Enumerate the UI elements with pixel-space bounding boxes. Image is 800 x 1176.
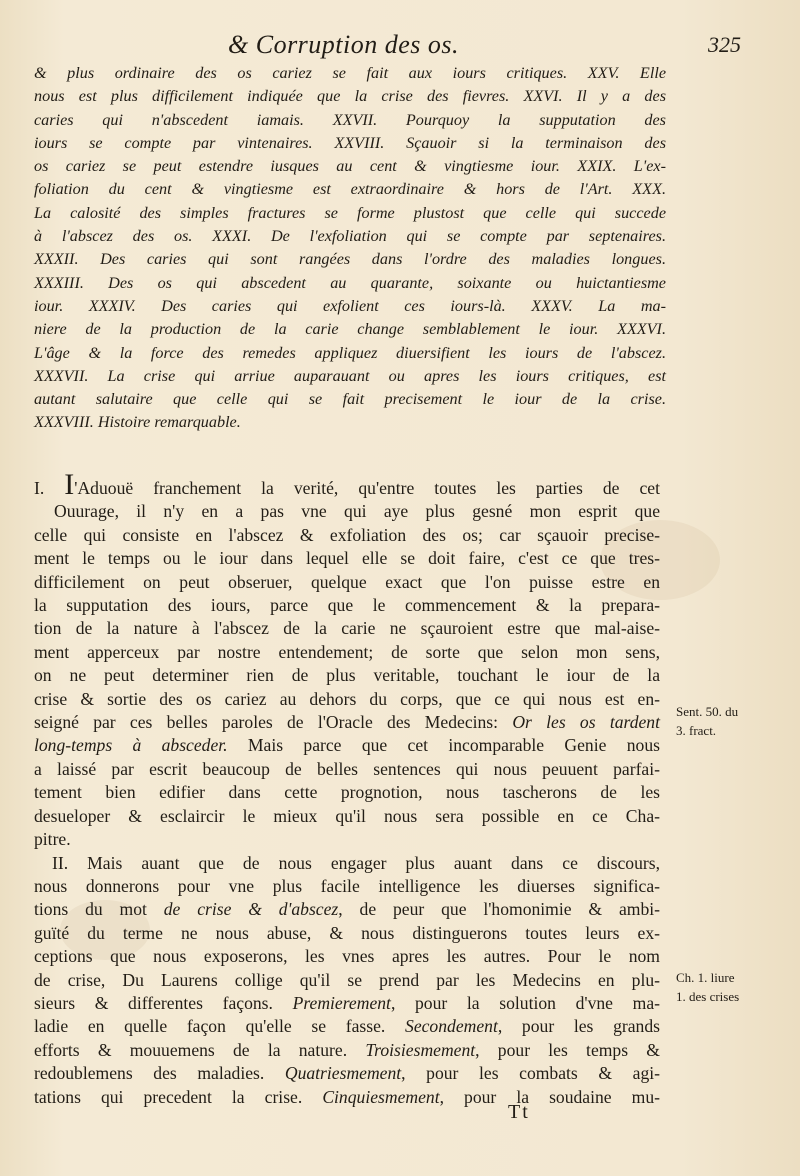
summary-line: os cariez se peut estendre iusques au cent & vingtiesme iour. XXIX. L'ex- — [34, 157, 666, 176]
main-text — [34, 468, 660, 1109]
text-line: ceptions que nous exposerons, les vnes apres les autres. Pour le nom — [34, 946, 660, 967]
text-line: a laissé par escrit beaucoup de belles sentences qui nous peuuent parfai- — [34, 758, 660, 779]
chapter-summary — [34, 62, 666, 435]
page-number: 325 — [708, 32, 741, 57]
text-line — [34, 734, 660, 757]
summary-line: XXXII. Des caries qui sont rangées dans l'ordre des maladies longues. — [34, 250, 666, 269]
margin-note-line: 1. des crises — [676, 989, 740, 1004]
text-line — [34, 711, 660, 734]
text-line: ment apperceux par nostre entendement; de sorte que selon mon sens, — [34, 641, 660, 662]
text-line: difficilement on peut obseruer, quelque exact que l'on puisse estre en — [34, 571, 660, 592]
text-line — [34, 1039, 660, 1062]
text-line: guïté du terme ne nous abuse, & nous distinguerons toutes leurs ex- — [34, 922, 660, 943]
text-segment: , pour la soudaine mu- — [439, 1086, 660, 1107]
text-segment: redoublemens des maladies. — [34, 1063, 265, 1084]
text-line — [34, 1015, 660, 1038]
text-line: tion de la nature à l'abscez de la carie ne sçauroient estre que mal-aise- — [34, 618, 660, 639]
text-segment: , de peur que l'homonimie & ambi- — [338, 899, 660, 920]
text-line: la supputation des iours, parce que le commencement & la prepara- — [34, 595, 660, 616]
margin-note-sentence — [676, 702, 796, 740]
margin-note-chapter — [676, 968, 796, 1006]
summary-line: L'âge & la force des remedes appliquez diuersifient les iours de l'abscez. — [34, 343, 666, 362]
text-line: tement bien edifier dans cette prognotion, nous tascherons de les — [34, 782, 660, 803]
paragraph-number: II. — [52, 852, 69, 873]
text-segment: , pour les combats & agi- — [401, 1063, 660, 1084]
enumeration: Quatriesmement — [284, 1063, 402, 1084]
text-segment: tions du mot — [34, 899, 147, 920]
text-line: Ouurage, il n'y en a pas vne qui aye plus gesné mon esprit que — [54, 501, 660, 522]
summary-line: foliation du cent & vingtiesme est extraordinaire & hors de l'Art. XXX. — [34, 180, 666, 199]
summary-line: & plus ordinaire des os cariez se fait aux iours critiques. XXV. Elle — [34, 64, 666, 82]
summary-line: iour. XXXIV. Des caries qui exfolient ces iours-là. XXXV. La ma- — [34, 296, 666, 315]
paragraph-2 — [34, 852, 660, 1109]
text-segment: , pour la solution d'vne ma- — [390, 992, 660, 1013]
drop-cap: I — [64, 468, 75, 501]
summary-line: autant salutaire que celle qui se fait precisement le iour de la crise. — [34, 390, 666, 409]
text-line — [34, 898, 660, 921]
text-line — [34, 992, 660, 1015]
term: de crise & d'abscez — [163, 899, 339, 920]
text-line — [34, 468, 660, 501]
text-segment: , pour les temps & — [475, 1039, 660, 1060]
text-segment: , pour les grands — [497, 1016, 660, 1037]
enumeration: Premierement — [292, 992, 391, 1013]
text-segment: seigné par ces belles paroles de l'Oracle des Medecins: — [34, 712, 499, 733]
paragraph-number: I. — [34, 478, 45, 498]
summary-line: XXXVII. La crise qui arriue auparauant ou apres les iours critiques, est — [34, 366, 666, 385]
text-line: celle qui consiste en l'abscez & exfoliation des os; car sçauoir precise- — [34, 524, 660, 545]
quote-end: long-temps à absceder. — [34, 735, 228, 756]
summary-line: iours se compte par vintenaires. XXVIII. Sçauoir si la terminaison des — [34, 133, 666, 152]
text-line: nous donnerons pour vne plus facile intelligence les diuerses significa- — [34, 875, 660, 896]
running-title: & Corruption des os. — [228, 30, 460, 59]
text-line: de crise, Du Laurens collige qu'il se prend par les Medecins en plu- — [34, 969, 660, 990]
paragraph-1 — [34, 468, 660, 852]
text-line: desueloper & esclaircir le mieux qu'il nous sera possible en ce Cha- — [34, 805, 660, 826]
margin-note-line: Sent. 50. du — [676, 704, 739, 719]
text-line: on ne peut determiner rien de plus veritable, touchant le iour de la — [34, 665, 660, 686]
text-line: crise & sortie des os cariez au dehors du corps, que ce qui nous est en- — [34, 688, 660, 709]
text-line: pitre. — [34, 829, 71, 850]
summary-line: La calosité des simples fractures se forme plustost que celle qui succede — [34, 203, 666, 222]
text-segment: ladie en quelle façon qu'elle se fasse. — [34, 1016, 386, 1037]
text-line: ment le temps ou le iour dans lequel elle se doit faire, c'est ce que tres- — [34, 548, 660, 569]
summary-line: nous est plus difficilement indiquée que la crise des fievres. XXVI. Il y a des — [34, 87, 666, 106]
summary-line: à l'abscez des os. XXXI. De l'exfoliation qui se compte par septenaires. — [34, 227, 666, 246]
text-segment: efforts & mouuemens de la nature. — [34, 1039, 348, 1060]
page-header — [0, 30, 800, 64]
text-segment: 'Aduouë franchement la verité, qu'entre toutes les parties de cet — [74, 478, 660, 498]
summary-line: XXXIII. Des os qui abscedent au quarante, soixante ou huictantiesme — [34, 273, 666, 292]
text-segment: tations qui precedent la crise. — [34, 1086, 303, 1107]
enumeration: Troisiesmement — [365, 1039, 476, 1060]
text-segment: Mais parce que cet incomparable Genie nous — [247, 735, 660, 756]
quote-start: Or les os tardent — [512, 712, 660, 733]
text-line — [34, 1086, 660, 1109]
margin-note-line: Ch. 1. liure — [676, 970, 735, 985]
summary-line: niere de la production de la carie change semblablement le iour. XXXVI. — [34, 320, 666, 339]
summary-line: XXXVIII. Histoire remarquable. — [34, 413, 241, 432]
text-line — [34, 852, 660, 875]
text-segment: sieurs & differentes façons. — [34, 992, 273, 1013]
text-segment: Mais auant que de nous engager plus auant dans ce discours, — [87, 852, 660, 873]
margin-note-line: 3. fract. — [676, 723, 717, 738]
summary-line: caries qui n'abscedent iamais. XXVII. Pourquoy la supputation des — [34, 110, 666, 129]
text-line — [34, 1062, 660, 1085]
enumeration: Cinquiesmement — [322, 1086, 440, 1107]
catchword: Tt — [508, 1101, 530, 1123]
enumeration: Secondement — [405, 1016, 498, 1037]
